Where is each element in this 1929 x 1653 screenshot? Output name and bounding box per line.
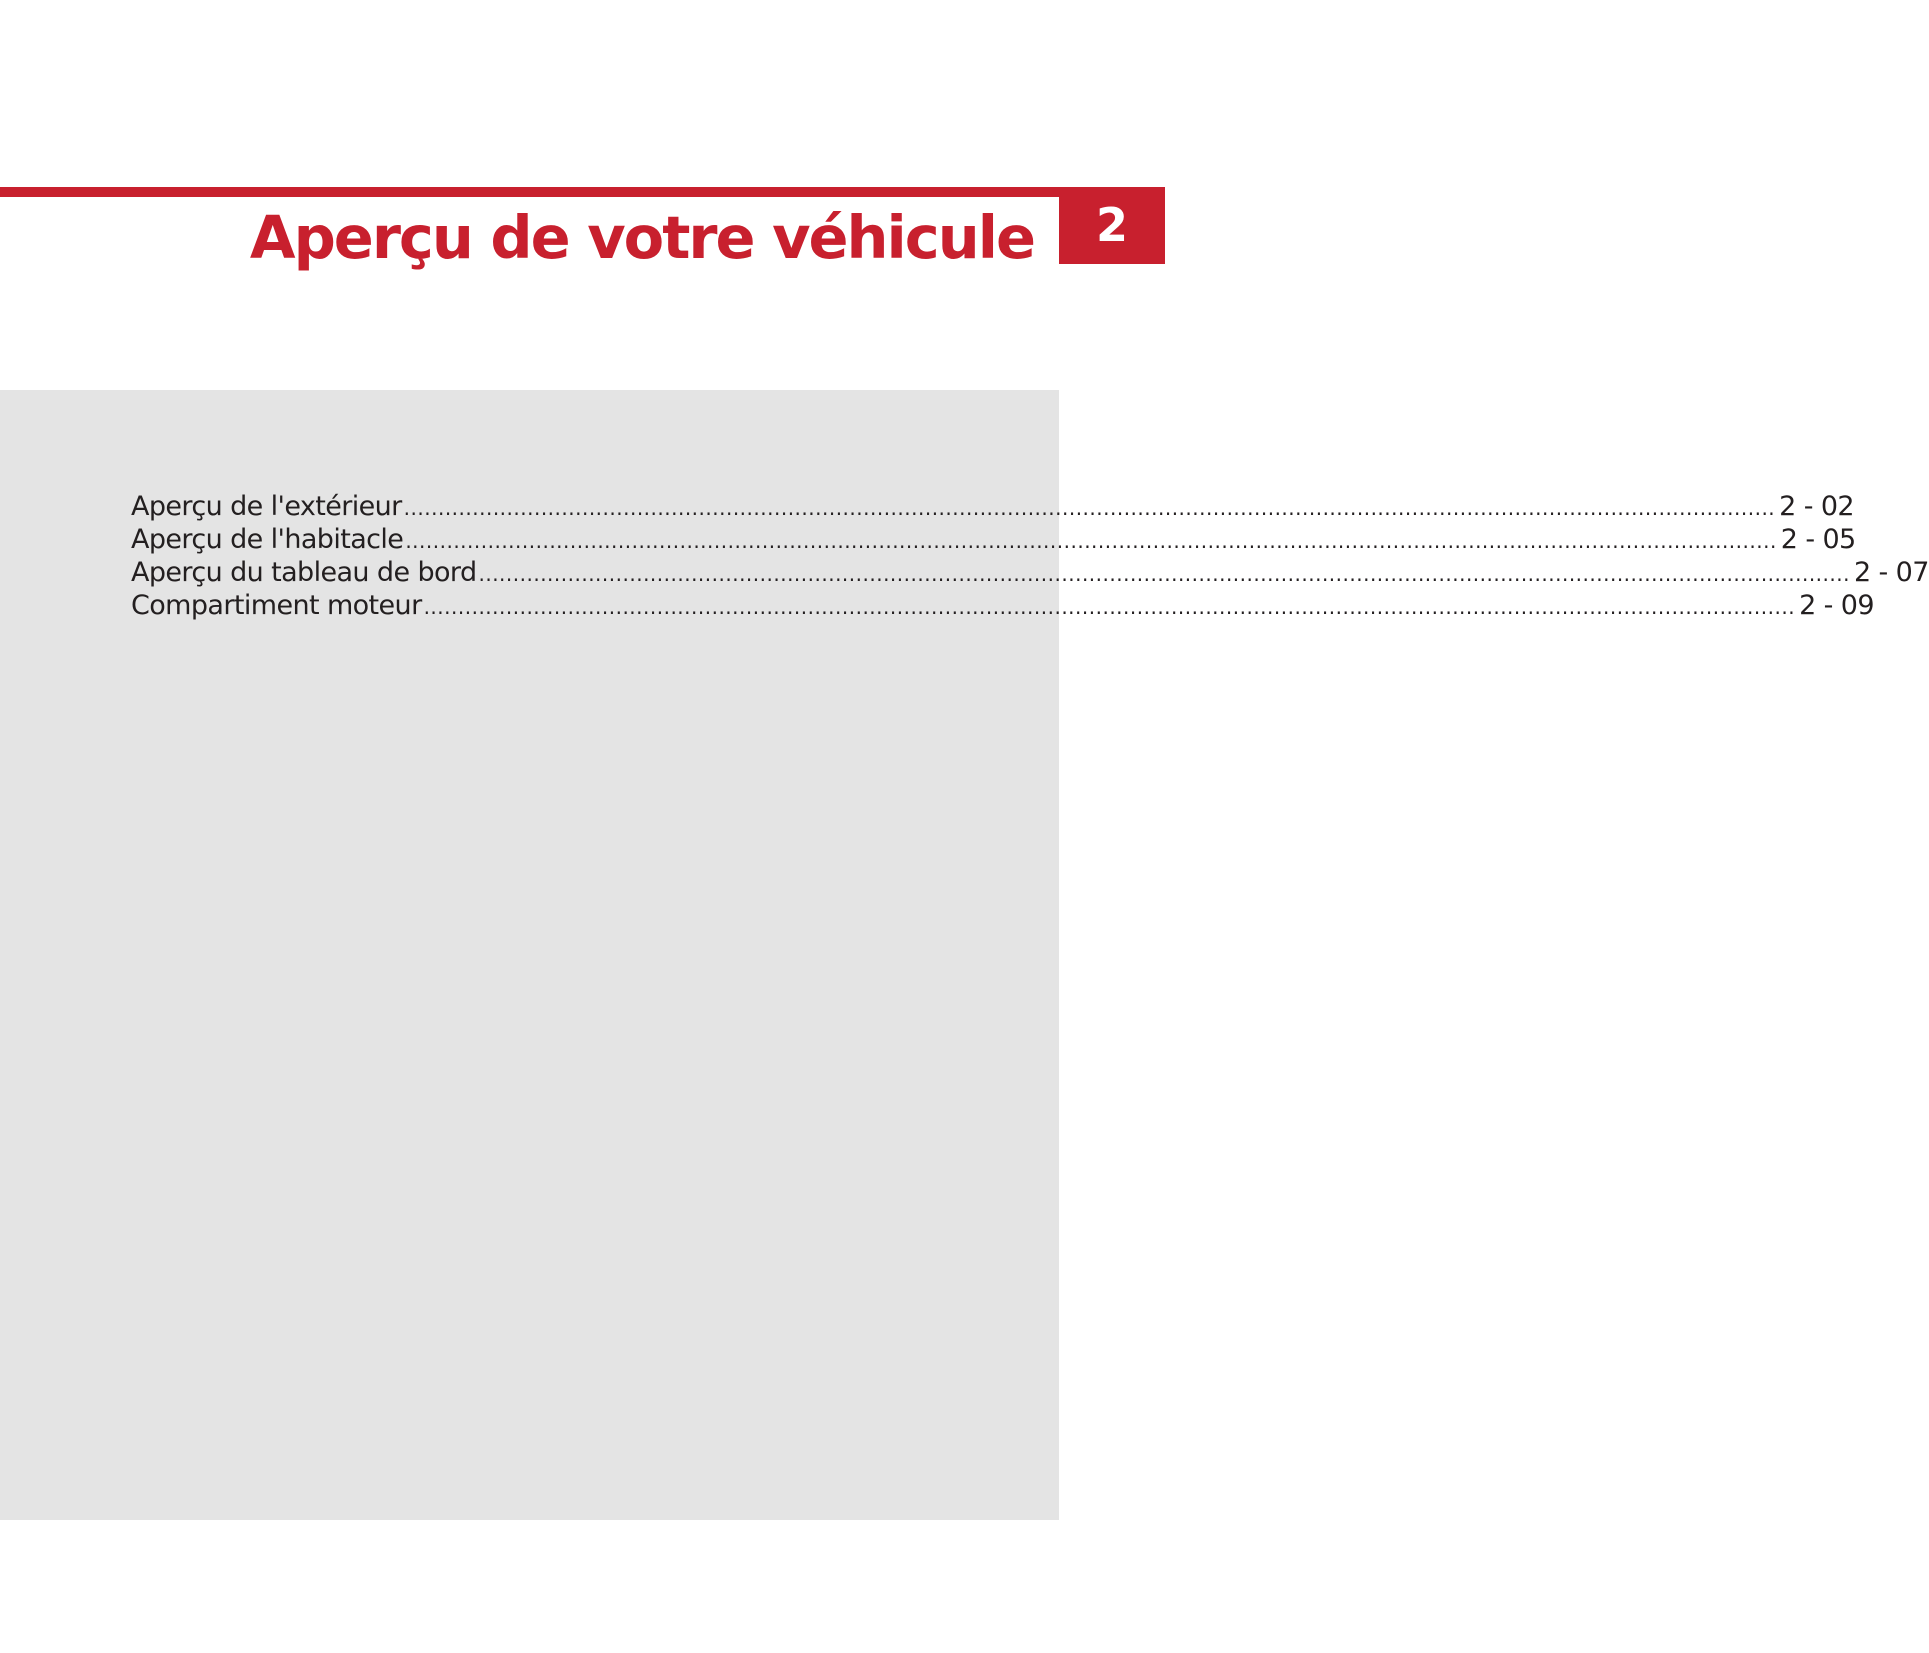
toc-entry-engine-compartment[interactable] <box>131 589 1874 622</box>
toc-entry-page: 2 - 05 <box>1780 524 1856 555</box>
toc-entry-label: Aperçu du tableau de bord <box>131 557 477 588</box>
toc-entry-label: Compartiment moteur <box>131 590 422 621</box>
toc-entry-page: 2 - 02 <box>1779 491 1854 522</box>
chapter-title: Aperçu de votre véhicule <box>249 203 1034 272</box>
toc-entry-label: Aperçu de l'extérieur <box>131 491 402 522</box>
toc-entry-page: 2 - 09 <box>1799 590 1874 621</box>
chapter-header-rule <box>0 187 1059 197</box>
toc-dot-leader: ........................................................................................................................................................................................................ <box>478 562 1850 586</box>
toc-entry-interior[interactable] <box>131 523 1856 556</box>
toc-dot-leader: ........................................................................................................................................................................................................ <box>423 595 1796 619</box>
toc-dot-leader: ........................................................................................................................................................................................................ <box>403 496 1776 520</box>
toc-entry-label: Aperçu de l'habitacle <box>131 524 404 555</box>
toc-entry-dashboard[interactable] <box>131 556 1929 589</box>
toc-entry-page: 2 - 07 <box>1853 557 1929 588</box>
toc-entry-exterior[interactable] <box>131 490 1854 523</box>
table-of-contents <box>131 490 1929 622</box>
toc-dot-leader: ........................................................................................................................................................................................................ <box>405 529 1777 553</box>
chapter-number-tab: 2 <box>1059 187 1165 264</box>
